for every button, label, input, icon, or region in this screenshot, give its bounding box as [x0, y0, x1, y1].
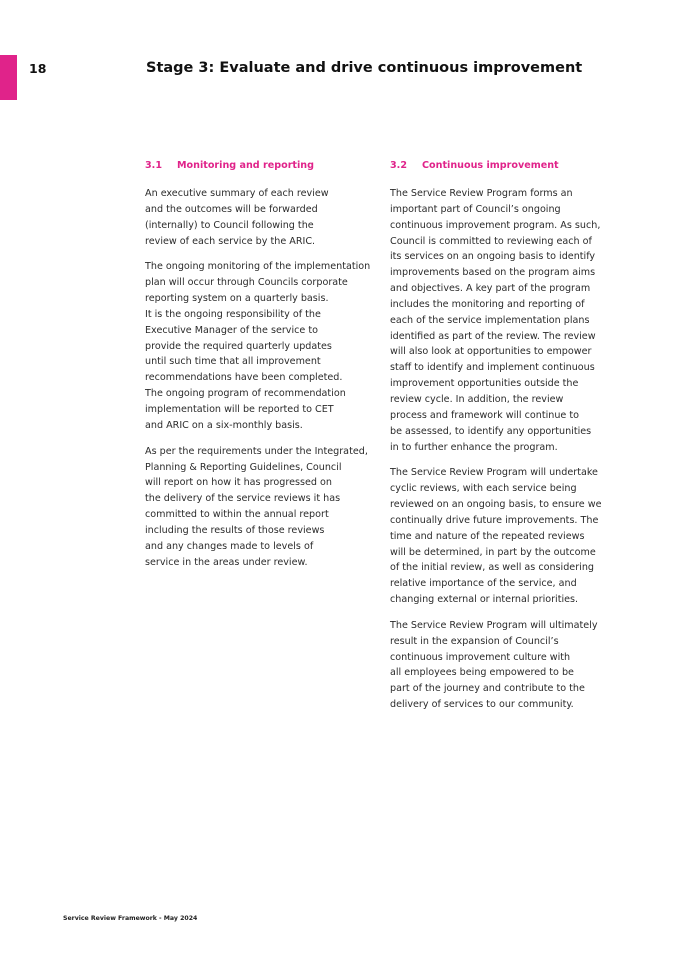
text-line: continually drive future improvements. The: [390, 514, 599, 526]
text-line: improvement opportunities outside the: [390, 378, 579, 390]
section-continuous-improvement: [390, 158, 606, 723]
text-line: its services on an ongoing basis to identify: [390, 251, 596, 263]
text-line: The ongoing program of recommendation: [145, 388, 346, 400]
text-line: plan will occur through Councils corporate: [145, 277, 348, 289]
text-line: The Service Review Program forms an: [390, 188, 573, 199]
text-line: review cycle. In addition, the review: [390, 393, 564, 405]
text-line: continuous improvement culture with: [390, 651, 571, 663]
text-line: until such time that all improvement: [145, 356, 321, 368]
text-line: reporting system on a quarterly basis.: [145, 293, 329, 305]
text-line: the delivery of the service reviews it has: [145, 493, 341, 505]
text-line: staff to identify and implement continuous: [390, 362, 595, 374]
text-line: part of the journey and contribute to the: [390, 683, 585, 695]
text-line: recommendations have been completed.: [145, 372, 343, 384]
section-monitoring-reporting: [145, 158, 377, 580]
section-number: 3.2: [390, 160, 407, 171]
section-number: 3.1: [145, 160, 162, 171]
text-line: and any changes made to levels of: [145, 540, 314, 552]
paragraph: [390, 465, 606, 608]
text-line: all employees being empowered to be: [390, 667, 574, 679]
text-line: includes the monitoring and reporting of: [390, 298, 585, 310]
section-heading: [145, 158, 377, 174]
paragraph: [390, 186, 606, 455]
text-line: of the initial review, as well as considering: [390, 562, 594, 574]
paragraph: [145, 444, 377, 571]
paragraph: [390, 618, 606, 713]
text-line: An executive summary of each review: [145, 188, 329, 199]
text-line: (internally) to Council following the: [145, 219, 314, 231]
text-line: time and nature of the repeated reviews: [390, 530, 585, 542]
text-line: will also look at opportunities to empower: [390, 346, 592, 358]
text-line: including the results of those reviews: [145, 524, 325, 536]
text-line: be assessed, to identify any opportunities: [390, 425, 592, 437]
text-line: Planning & Reporting Guidelines, Council: [145, 461, 342, 473]
text-line: continuous improvement program. As such,: [390, 219, 601, 231]
text-line: Executive Manager of the service to: [145, 324, 318, 336]
accent-bar: [0, 55, 17, 100]
text-line: It is the ongoing responsibility of the: [145, 308, 321, 320]
text-line: in to further enhance the program.: [390, 441, 558, 453]
text-line: and the outcomes will be forwarded: [145, 203, 318, 215]
text-line: provide the required quarterly updates: [145, 340, 332, 352]
text-line: and objectives. A key part of the program: [390, 283, 591, 295]
text-line: Council is committed to reviewing each of: [390, 235, 592, 247]
text-line: review of each service by the ARIC.: [145, 235, 316, 247]
text-line: and ARIC on a six-monthly basis.: [145, 419, 303, 431]
text-line: implementation will be reported to CET: [145, 403, 334, 415]
section-heading: [390, 158, 606, 174]
text-line: relative importance of the service, and: [390, 578, 577, 590]
text-line: The Service Review Program will ultimately: [390, 619, 598, 631]
text-line: service in the areas under review.: [145, 556, 308, 568]
text-line: each of the service implementation plans: [390, 314, 590, 326]
text-line: improvements based on the program aims: [390, 267, 596, 279]
text-line: reviewed on an ongoing basis, to ensure we: [390, 499, 602, 511]
text-line: identified as part of the review. The review: [390, 330, 596, 342]
text-line: The Service Review Program will undertake: [390, 467, 598, 479]
text-line: The ongoing monitoring of the implementation: [145, 261, 371, 273]
paragraph: [145, 259, 377, 433]
text-line: changing external or internal priorities.: [390, 594, 579, 606]
text-line: As per the requirements under the Integrated,: [145, 445, 368, 457]
text-line: cyclic reviews, with each service being: [390, 483, 577, 495]
footer-text: Service Review Framework - May 2024: [63, 915, 198, 922]
text-line: process and framework will continue to: [390, 409, 580, 421]
page-title: Stage 3: Evaluate and drive continuous improvement: [146, 60, 583, 76]
text-line: committed to within the annual report: [145, 509, 329, 521]
text-line: result in the expansion of Council’s: [390, 635, 559, 647]
text-line: will be determined, in part by the outcome: [390, 546, 596, 558]
section-title: Continuous improvement: [422, 160, 559, 171]
page-number: 18: [29, 61, 47, 76]
text-line: will report on how it has progressed on: [145, 477, 332, 489]
paragraph: [145, 186, 377, 249]
text-line: delivery of services to our community.: [390, 699, 574, 711]
section-title: Monitoring and reporting: [177, 160, 315, 171]
text-line: important part of Council’s ongoing: [390, 203, 561, 215]
